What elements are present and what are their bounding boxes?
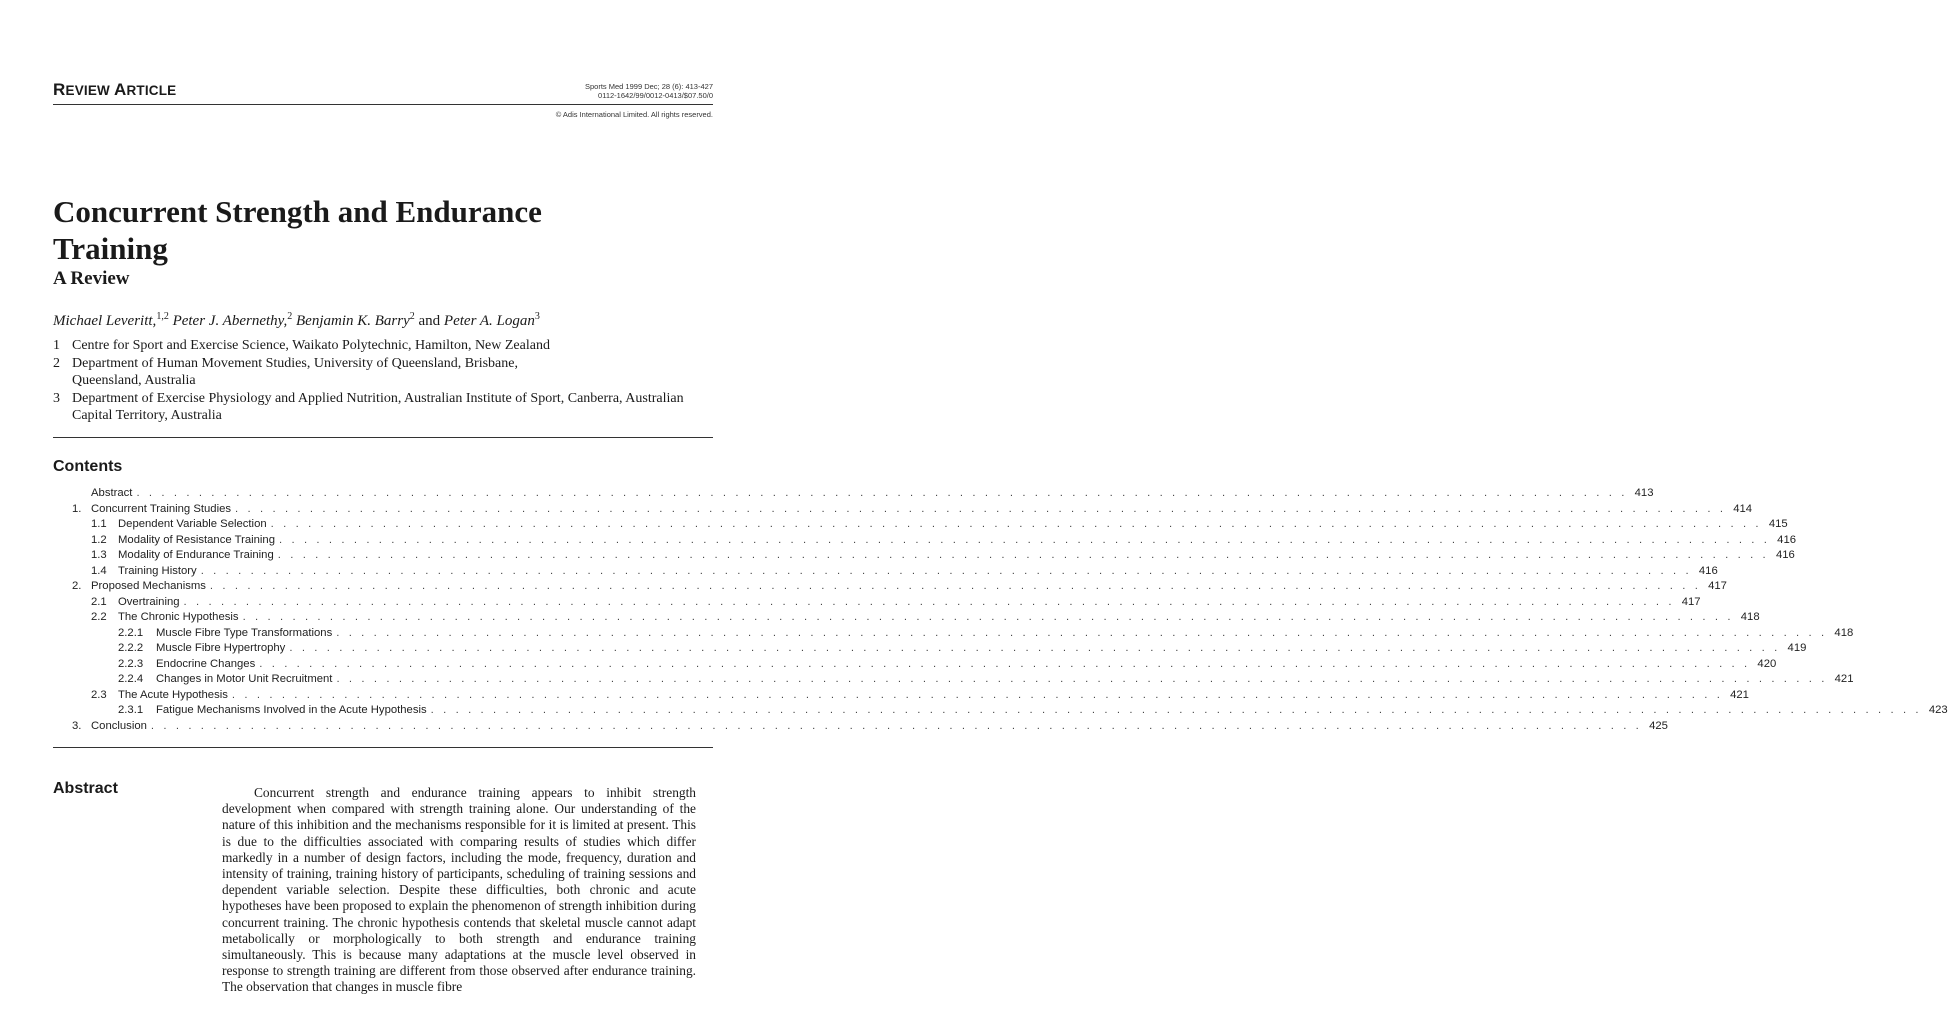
affiliation-item xyxy=(53,337,713,355)
table-of-contents xyxy=(72,486,1948,734)
toc-entry-title: Muscle Fibre Type Transformations xyxy=(156,626,333,639)
affiliation-item xyxy=(53,390,713,425)
author-affiliation-marker: 1,2 xyxy=(156,311,169,322)
toc-entry[interactable] xyxy=(72,548,1795,564)
toc-entry-number: 2.2.1 xyxy=(118,626,144,639)
toc-entry-page: 416 xyxy=(1777,533,1797,546)
toc-dot-leader: . . . . . . . . . . . . . . . . . . . . . . . . . . . . . . . . . . . . . . . . . . . . . . . . . . . . . . . . . . . . . . . . . . . . . . . . . . . . . . . . . . . . . . . . . . . . . . . . . . . . . . . . . . . . . . . . . . . . . . . . xyxy=(183,595,1675,608)
toc-entry-number: 1.4 xyxy=(91,564,107,577)
toc-dot-leader: . . . . . . . . . . . . . . . . . . . . . . . . . . . . . . . . . . . . . . . . . . . . . . . . . . . . . . . . . . . . . . . . . . . . . . . . . . . . . . . . . . . . . . . . . . . . . . . . . . . . . . . . . . . . . . . . . . . . . . . . xyxy=(242,611,1734,623)
affiliation-number: 1 xyxy=(53,338,60,353)
toc-dot-leader: . . . . . . . . . . . . . . . . . . . . . . . . . . . . . . . . . . . . . . . . . . . . . . . . . . . . . . . . . . . . . . . . . . . . . . . . . . . . . . . . . . . . . . . . . . . . . . . . . . . . . . . . . . . . . . . . . . . . . . . . xyxy=(277,549,1769,561)
toc-entry-number: 2.3 xyxy=(91,688,107,701)
toc-entry-page: 414 xyxy=(1733,502,1753,515)
author-name: Michael Leveritt, xyxy=(53,313,157,329)
author-affiliation-marker: 2 xyxy=(409,311,415,322)
toc-dot-leader: . . . . . . . . . . . . . . . . . . . . . . . . . . . . . . . . . . . . . . . . . . . . . . . . . . . . . . . . . . . . . . . . . . . . . . . . . . . . . . . . . . . . . . . . . . . . . . . . . . . . . . . . . . . . . . . . . . . . . . . . xyxy=(209,580,1701,592)
toc-entry[interactable] xyxy=(72,688,1749,704)
toc-entry-title: Fatigue Mechanisms Involved in the Acute Hypothesis xyxy=(156,704,427,716)
toc-entry-page: 417 xyxy=(1708,580,1727,592)
toc-entry-title: Endocrine Changes xyxy=(156,657,256,670)
author-name: Peter J. Abernethy, xyxy=(172,313,288,329)
author-affiliation-marker: 3 xyxy=(534,311,540,322)
abstract-heading: Abstract xyxy=(53,780,118,797)
toc-entry-title: Concurrent Training Studies xyxy=(91,502,232,515)
toc-entry[interactable] xyxy=(72,657,1777,673)
toc-entry[interactable] xyxy=(72,703,1948,719)
author-name: Benjamin K. Barry xyxy=(296,313,410,329)
abstract-text: Concurrent strength and endurance training appears to inhibit strength development when compared with strength training alone. Our understanding of the nature of this inhibition and the mechanisms responsible for it is limited at present. This is due to the difficulties associated with comparing results of studies which differ markedly in a number of design factors, including the mode, frequency, duration and intensity of training, training history of participants, scheduling of training sessions and dependent variable selection. Despite these difficulties, both chronic and acute hypotheses have been proposed to explain the phenomenon of strength inhibition during concurrent training. The chronic hypothesis contends that skeletal muscle cannot adapt metabolically or morphologically to both strength and endurance training simultaneously. This is because many adaptations at the muscle level observed in response to strength training are different from those observed after endurance training. The observation that changes in muscle fibre xyxy=(222,785,696,995)
journal-issn-line: 0112-1642/99/0012-0413/$07.50/0 xyxy=(598,91,713,100)
label-rest-1: EVIEW xyxy=(65,83,114,98)
toc-entry-number: 1. xyxy=(72,502,82,515)
toc-entry-number: 3. xyxy=(72,719,82,732)
toc-entry-page: 417 xyxy=(1681,595,1701,608)
affiliation-number: 3 xyxy=(53,390,60,406)
toc-entry[interactable] xyxy=(72,533,1797,549)
review-article-label xyxy=(53,80,176,100)
toc-entry[interactable] xyxy=(72,626,1854,642)
toc-entry-page: 418 xyxy=(1740,611,1760,623)
label-initial-a: A xyxy=(113,80,127,99)
journal-citation-line: Sports Med 1999 Dec; 28 (6): 413-427 xyxy=(585,82,713,91)
toc-dot-leader: . . . . . . . . . . . . . . . . . . . . . . . . . . . . . . . . . . . . . . . . . . . . . . . . . . . . . . . . . . . . . . . . . . . . . . . . . . . . . . . . . . . . . . . . . . . . . . . . . . . . . . . . . . . . . . . . . . . . . . . . xyxy=(430,704,1922,716)
toc-entry-page: 419 xyxy=(1787,642,1807,654)
toc-entry-title: Muscle Fibre Hypertrophy xyxy=(156,642,286,654)
author-list xyxy=(53,311,713,330)
journal-citation xyxy=(585,82,713,100)
toc-entry-number: 2.3.1 xyxy=(118,704,144,716)
toc-entry-page: 416 xyxy=(1775,549,1795,561)
toc-entry-page: 415 xyxy=(1768,518,1788,530)
contents-top-rule xyxy=(53,437,713,438)
toc-entry-number: 2.2 xyxy=(91,611,107,623)
toc-entry-number: 1.1 xyxy=(91,518,107,530)
toc-entry[interactable] xyxy=(72,486,1654,502)
toc-dot-leader: . . . . . . . . . . . . . . . . . . . . . . . . . . . . . . . . . . . . . . . . . . . . . . . . . . . . . . . . . . . . . . . . . . . . . . . . . . . . . . . . . . . . . . . . . . . . . . . . . . . . . . . . . . . . . . . . . . . . . . . . xyxy=(136,487,1628,499)
affiliation-text: Centre for Sport and Exercise Science, Waikato Polytechnic, Hamilton, New Zealand xyxy=(72,338,550,353)
toc-dot-leader: . . . . . . . . . . . . . . . . . . . . . . . . . . . . . . . . . . . . . . . . . . . . . . . . . . . . . . . . . . . . . . . . . . . . . . . . . . . . . . . . . . . . . . . . . . . . . . . . . . . . . . . . . . . . . . . . . . . . . . . . xyxy=(150,719,1642,732)
author-name: Peter A. Logan xyxy=(443,313,535,329)
toc-entry[interactable] xyxy=(72,641,1807,657)
affiliation-list xyxy=(53,337,713,425)
toc-entry[interactable] xyxy=(72,517,1788,533)
toc-entry-page: 421 xyxy=(1834,673,1854,685)
toc-dot-leader: . . . . . . . . . . . . . . . . . . . . . . . . . . . . . . . . . . . . . . . . . . . . . . . . . . . . . . . . . . . . . . . . . . . . . . . . . . . . . . . . . . . . . . . . . . . . . . . . . . . . . . . . . . . . . . . . . . . . . . . . xyxy=(336,673,1828,685)
toc-entry-page: 421 xyxy=(1730,688,1749,701)
article-subtitle: A Review xyxy=(53,268,130,289)
toc-entry-title: Abstract xyxy=(91,487,133,499)
toc-entry-title: Conclusion xyxy=(91,719,147,732)
affiliation-text: Department of Human Movement Studies, University of Queensland, Brisbane, Queensland, Australia xyxy=(72,355,518,388)
toc-entry-page: 420 xyxy=(1757,657,1777,670)
toc-entry-title: Changes in Motor Unit Recruitment xyxy=(156,673,333,685)
toc-dot-leader: . . . . . . . . . . . . . . . . . . . . . . . . . . . . . . . . . . . . . . . . . . . . . . . . . . . . . . . . . . . . . . . . . . . . . . . . . . . . . . . . . . . . . . . . . . . . . . . . . . . . . . . . . . . . . . . . . . . . . . . . xyxy=(231,688,1723,701)
toc-dot-leader: . . . . . . . . . . . . . . . . . . . . . . . . . . . . . . . . . . . . . . . . . . . . . . . . . . . . . . . . . . . . . . . . . . . . . . . . . . . . . . . . . . . . . . . . . . . . . . . . . . . . . . . . . . . . . . . . . . . . . . . . xyxy=(235,502,1727,515)
copyright-notice: © Adis International Limited. All rights reserved. xyxy=(555,110,713,119)
affiliation-number: 2 xyxy=(53,355,60,371)
toc-entry-title: The Acute Hypothesis xyxy=(118,688,228,701)
toc-entry-title: Overtraining xyxy=(118,595,180,608)
toc-entry[interactable] xyxy=(72,672,1854,688)
toc-entry[interactable] xyxy=(72,610,1760,626)
article-title: Concurrent Strength and Endurance Training xyxy=(53,194,542,266)
toc-entry-page: 416 xyxy=(1698,564,1718,577)
toc-entry-title: Proposed Mechanisms xyxy=(91,580,206,592)
toc-entry-number: 2. xyxy=(72,580,82,592)
author-connector: and xyxy=(418,313,441,329)
affiliation-item xyxy=(53,355,713,390)
author-affiliation-marker: 2 xyxy=(287,311,293,322)
toc-entry[interactable] xyxy=(72,564,1718,580)
contents-bottom-rule xyxy=(53,747,713,748)
toc-entry-number: 1.3 xyxy=(91,549,107,561)
toc-entry[interactable] xyxy=(72,595,1701,611)
toc-entry-number: 1.2 xyxy=(91,533,107,546)
toc-dot-leader: . . . . . . . . . . . . . . . . . . . . . . . . . . . . . . . . . . . . . . . . . . . . . . . . . . . . . . . . . . . . . . . . . . . . . . . . . . . . . . . . . . . . . . . . . . . . . . . . . . . . . . . . . . . . . . . . . . . . . . . . xyxy=(289,642,1781,654)
toc-dot-leader: . . . . . . . . . . . . . . . . . . . . . . . . . . . . . . . . . . . . . . . . . . . . . . . . . . . . . . . . . . . . . . . . . . . . . . . . . . . . . . . . . . . . . . . . . . . . . . . . . . . . . . . . . . . . . . . . . . . . . . . . xyxy=(259,657,1751,670)
toc-entry-page: 425 xyxy=(1649,719,1668,732)
contents-heading: Contents xyxy=(53,458,123,475)
header-rule xyxy=(53,104,713,105)
toc-entry[interactable] xyxy=(72,719,1668,735)
toc-entry-title: Modality of Resistance Training xyxy=(118,533,275,546)
toc-dot-leader: . . . . . . . . . . . . . . . . . . . . . . . . . . . . . . . . . . . . . . . . . . . . . . . . . . . . . . . . . . . . . . . . . . . . . . . . . . . . . . . . . . . . . . . . . . . . . . . . . . . . . . . . . . . . . . . . . . . . . . . . xyxy=(336,626,1828,639)
toc-dot-leader: . . . . . . . . . . . . . . . . . . . . . . . . . . . . . . . . . . . . . . . . . . . . . . . . . . . . . . . . . . . . . . . . . . . . . . . . . . . . . . . . . . . . . . . . . . . . . . . . . . . . . . . . . . . . . . . . . . . . . . . . xyxy=(278,533,1771,546)
toc-entry-title: Training History xyxy=(118,564,197,577)
toc-entry-number: 2.2.3 xyxy=(118,657,144,670)
toc-entry-number: 2.2.4 xyxy=(118,673,144,685)
label-initial-r: R xyxy=(53,80,66,99)
toc-entry-page: 418 xyxy=(1834,626,1854,639)
toc-entry-title: Modality of Endurance Training xyxy=(118,549,274,561)
toc-entry-title: The Chronic Hypothesis xyxy=(118,611,239,623)
toc-entry[interactable] xyxy=(72,579,1727,595)
toc-entry-page: 413 xyxy=(1634,487,1654,499)
toc-entry-title: Dependent Variable Selection xyxy=(118,518,267,530)
toc-entry-number: 2.2.2 xyxy=(118,642,144,654)
toc-entry-page: 423 xyxy=(1928,704,1948,716)
toc-entry[interactable] xyxy=(72,502,1753,518)
toc-dot-leader: . . . . . . . . . . . . . . . . . . . . . . . . . . . . . . . . . . . . . . . . . . . . . . . . . . . . . . . . . . . . . . . . . . . . . . . . . . . . . . . . . . . . . . . . . . . . . . . . . . . . . . . . . . . . . . . . . . . . . . . . xyxy=(270,518,1762,530)
affiliation-text: Department of Exercise Physiology and Applied Nutrition, Australian Institute of Sport, Canberra, Australian Capital Territory, Australia xyxy=(72,390,684,423)
toc-entry-number: 2.1 xyxy=(91,595,107,608)
toc-dot-leader: . . . . . . . . . . . . . . . . . . . . . . . . . . . . . . . . . . . . . . . . . . . . . . . . . . . . . . . . . . . . . . . . . . . . . . . . . . . . . . . . . . . . . . . . . . . . . . . . . . . . . . . . . . . . . . . . . . . . . . . . xyxy=(200,564,1692,577)
label-rest-2: RTICLE xyxy=(126,83,177,98)
